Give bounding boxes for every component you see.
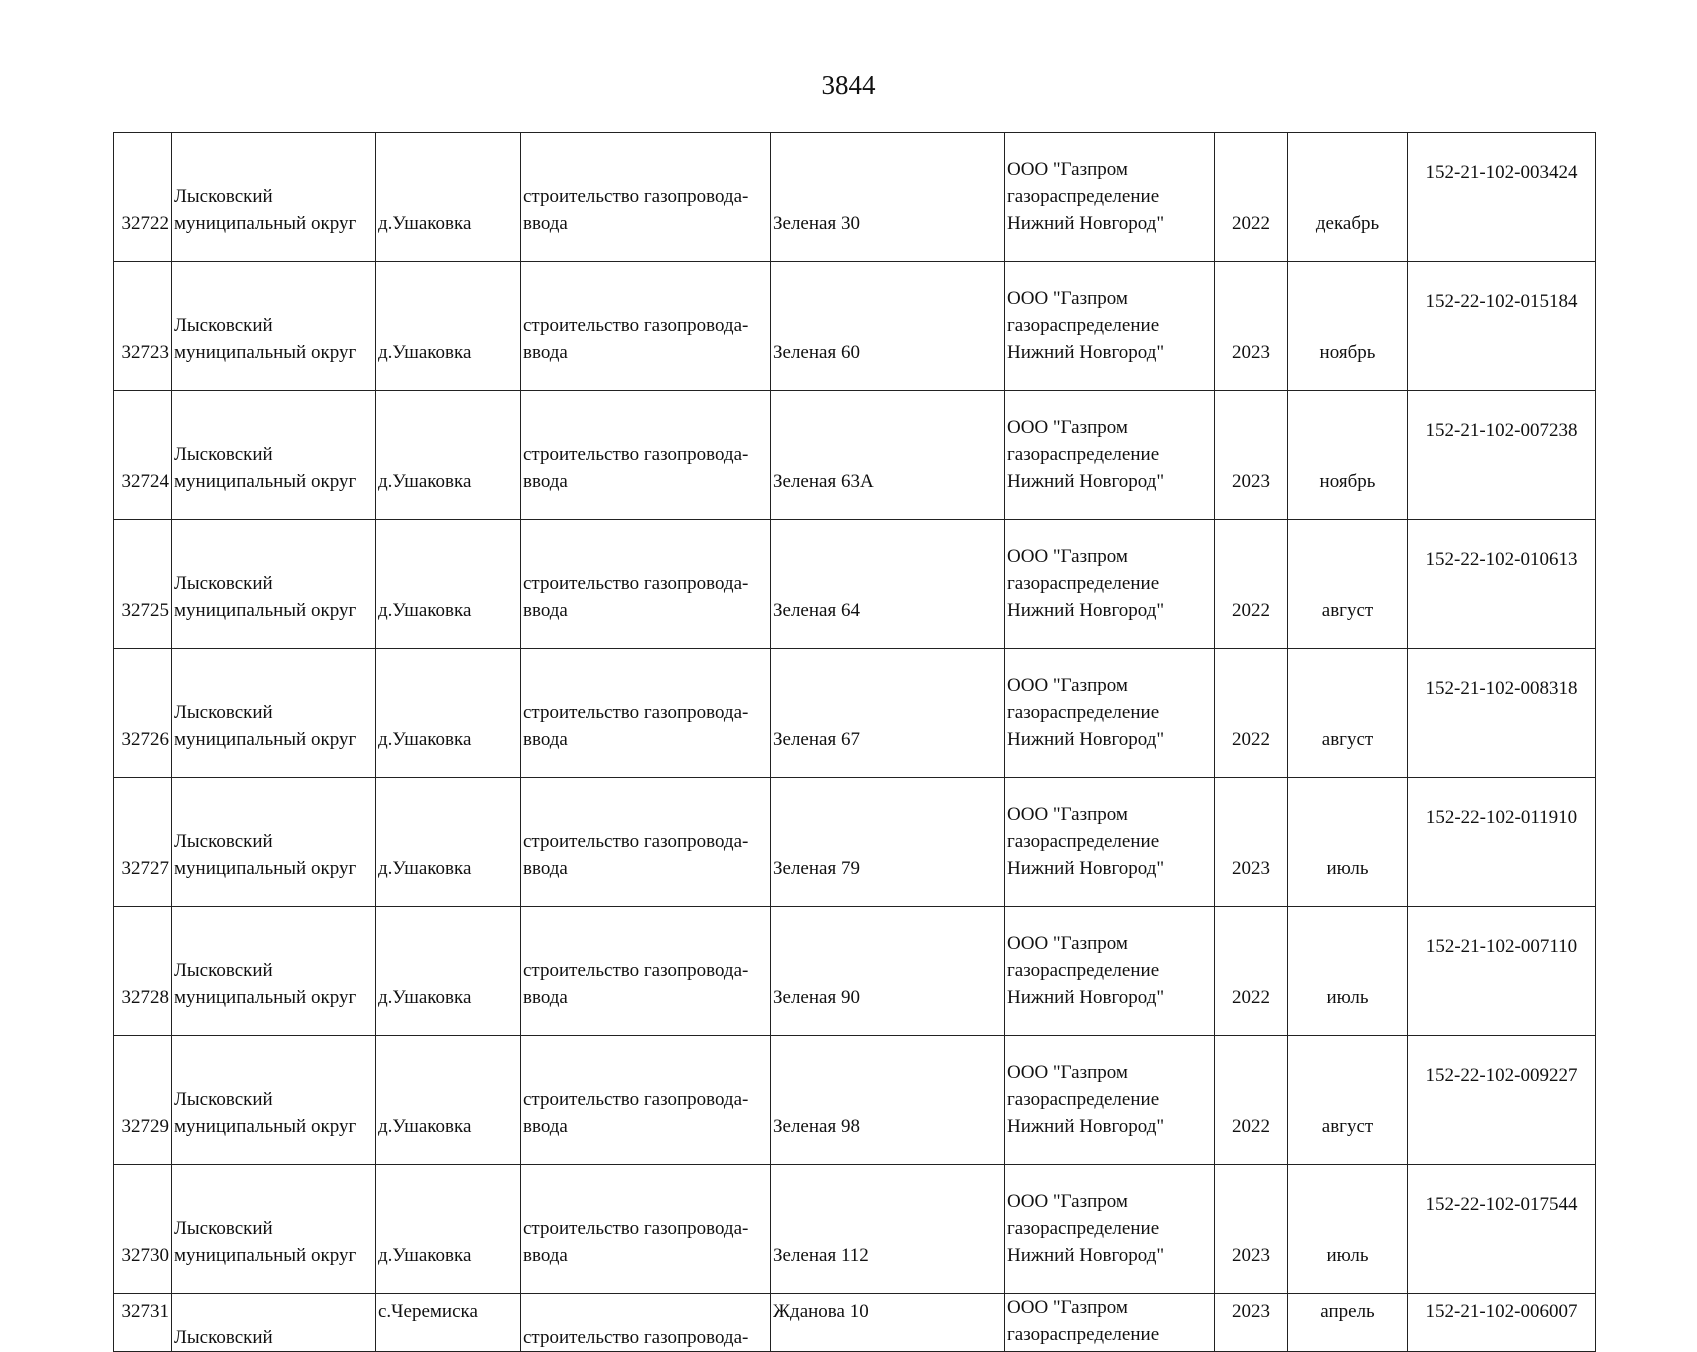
code-cell: 152-22-102-010613 (1408, 520, 1596, 649)
organization-line: Нижний Новгород" (1007, 471, 1165, 492)
organization-line: ООО "Газпром (1007, 546, 1128, 567)
organization-line: Нижний Новгород" (1007, 1116, 1165, 1137)
year-cell: 2023 (1215, 778, 1288, 907)
table-row (114, 907, 1596, 1036)
district-cell (172, 1294, 376, 1352)
organization-line: Нижний Новгород" (1007, 600, 1165, 621)
organization-line: ООО "Газпром (1007, 288, 1128, 309)
year-cell: 2022 (1215, 520, 1288, 649)
address-cell: Зеленая 63А (771, 391, 1005, 520)
work-type-line: строительство газопровода- (523, 186, 749, 207)
code-cell: 152-21-102-003424 (1408, 133, 1596, 262)
year-cell: 2022 (1215, 133, 1288, 262)
work-type-line: строительство газопровода- (523, 315, 749, 336)
district-cell (172, 778, 376, 907)
row-number: 32723 (114, 262, 172, 391)
table-row (114, 1036, 1596, 1165)
organization-cell (1005, 907, 1215, 1036)
code-cell: 152-21-102-008318 (1408, 649, 1596, 778)
district-line: муниципальный округ (174, 1245, 357, 1266)
organization-cell (1005, 1294, 1215, 1352)
organization-line: газораспределение (1007, 186, 1160, 207)
work-type-line: ввода (523, 1245, 568, 1266)
organization-line: ООО "Газпром (1007, 804, 1128, 825)
locality-cell: д.Ушаковка (376, 907, 521, 1036)
organization-line: ООО "Газпром (1007, 933, 1128, 954)
organization-line: газораспределение (1007, 831, 1160, 852)
year-cell: 2022 (1215, 1036, 1288, 1165)
work-type-cell (521, 1036, 771, 1165)
organization-line: газораспределение (1007, 702, 1160, 723)
table-row (114, 262, 1596, 391)
year-cell: 2022 (1215, 649, 1288, 778)
year-cell: 2023 (1215, 1165, 1288, 1294)
table-row (114, 778, 1596, 907)
organization-cell (1005, 1165, 1215, 1294)
organization-line: Нижний Новгород" (1007, 729, 1165, 750)
district-line: муниципальный округ (174, 987, 357, 1008)
table-row (114, 1165, 1596, 1294)
district-cell (172, 649, 376, 778)
locality-cell: д.Ушаковка (376, 1165, 521, 1294)
month-cell: август (1288, 649, 1408, 778)
organization-cell (1005, 1036, 1215, 1165)
organization-line: газораспределение (1007, 573, 1160, 594)
organization-line: Нижний Новгород" (1007, 858, 1165, 879)
organization-line: газораспределение (1007, 1089, 1160, 1110)
organization-line: Нижний Новгород" (1007, 342, 1165, 363)
district-line: муниципальный округ (174, 729, 357, 750)
work-type-line: ввода (523, 858, 568, 879)
organization-line: Нижний Новгород" (1007, 213, 1165, 234)
table-row (114, 391, 1596, 520)
district-line: муниципальный округ (174, 1116, 357, 1137)
district-line: Лысковский (174, 186, 273, 207)
work-type-line: строительство газопровода- (523, 573, 749, 594)
table-row (114, 649, 1596, 778)
district-cell (172, 391, 376, 520)
district-cell (172, 1036, 376, 1165)
district-line: Лысковский (174, 960, 273, 981)
organization-line: Нижний Новгород" (1007, 1245, 1165, 1266)
month-cell: июль (1288, 907, 1408, 1036)
row-number: 32724 (114, 391, 172, 520)
organization-line: газораспределение (1007, 315, 1160, 336)
work-type-cell (521, 262, 771, 391)
organization-line: газораспределение (1007, 1218, 1160, 1239)
table-body (114, 133, 1596, 1352)
organization-line: ООО "Газпром (1007, 675, 1128, 696)
address-cell: Зеленая 98 (771, 1036, 1005, 1165)
work-type-line: строительство газопровода- (523, 960, 749, 981)
table-row (114, 520, 1596, 649)
row-number: 32728 (114, 907, 172, 1036)
locality-cell: д.Ушаковка (376, 649, 521, 778)
code-cell: 152-22-102-011910 (1408, 778, 1596, 907)
work-type-line: строительство газопровода- (523, 444, 749, 465)
address-cell: Жданова 10 (771, 1294, 1005, 1352)
work-type-line: ввода (523, 1116, 568, 1137)
page-number: 3844 (821, 70, 876, 100)
organization-line: газораспределение (1007, 444, 1160, 465)
district-line: Лысковский (174, 831, 273, 852)
organization-line: ООО "Газпром (1007, 1191, 1128, 1212)
organization-line: ООО "Газпром (1007, 1297, 1128, 1318)
organization-cell (1005, 649, 1215, 778)
locality-cell: д.Ушаковка (376, 391, 521, 520)
code-cell: 152-21-102-006007 (1408, 1294, 1596, 1352)
organization-cell (1005, 391, 1215, 520)
locality-cell: д.Ушаковка (376, 262, 521, 391)
gasification-table (113, 132, 1596, 1352)
month-cell: декабрь (1288, 133, 1408, 262)
code-cell: 152-22-102-017544 (1408, 1165, 1596, 1294)
month-cell: ноябрь (1288, 391, 1408, 520)
month-cell: август (1288, 1036, 1408, 1165)
year-cell: 2023 (1215, 1294, 1288, 1352)
work-type-line: строительство газопровода- (523, 1089, 749, 1110)
organization-cell (1005, 778, 1215, 907)
work-type-cell (521, 391, 771, 520)
district-line: Лысковский (174, 702, 273, 723)
row-number: 32730 (114, 1165, 172, 1294)
district-line: Лысковский (174, 573, 273, 594)
month-cell: август (1288, 520, 1408, 649)
row-number: 32729 (114, 1036, 172, 1165)
row-number: 32725 (114, 520, 172, 649)
month-cell: ноябрь (1288, 262, 1408, 391)
table-row (114, 1294, 1596, 1352)
district-line: Лысковский (174, 1218, 273, 1239)
code-cell: 152-22-102-015184 (1408, 262, 1596, 391)
work-type-cell (521, 649, 771, 778)
work-type-line: строительство газопровода- (523, 831, 749, 852)
work-type-cell (521, 1294, 771, 1352)
address-cell: Зеленая 67 (771, 649, 1005, 778)
address-cell: Зеленая 112 (771, 1165, 1005, 1294)
code-cell: 152-21-102-007238 (1408, 391, 1596, 520)
organization-cell (1005, 520, 1215, 649)
district-cell (172, 907, 376, 1036)
year-cell: 2022 (1215, 907, 1288, 1036)
district-cell (172, 133, 376, 262)
organization-cell (1005, 262, 1215, 391)
work-type-line: ввода (523, 471, 568, 492)
address-cell: Зеленая 60 (771, 262, 1005, 391)
district-line: муниципальный округ (174, 342, 357, 363)
district-line: муниципальный округ (174, 600, 357, 621)
district-line: Лысковский (174, 1089, 273, 1110)
month-cell: июль (1288, 1165, 1408, 1294)
organization-line: ООО "Газпром (1007, 1062, 1128, 1083)
district-cell (172, 520, 376, 649)
work-type-line: ввода (523, 213, 568, 234)
district-cell (172, 1165, 376, 1294)
organization-line: ООО "Газпром (1007, 417, 1128, 438)
code-cell: 152-21-102-007110 (1408, 907, 1596, 1036)
address-cell: Зеленая 30 (771, 133, 1005, 262)
work-type-line: ввода (523, 600, 568, 621)
district-line: Лысковский (174, 1327, 273, 1348)
organization-line: газораспределение (1007, 960, 1160, 981)
district-line: муниципальный округ (174, 213, 357, 234)
code-cell: 152-22-102-009227 (1408, 1036, 1596, 1165)
address-cell: Зеленая 64 (771, 520, 1005, 649)
work-type-line: ввода (523, 987, 568, 1008)
work-type-cell (521, 133, 771, 262)
locality-cell: д.Ушаковка (376, 520, 521, 649)
organization-cell (1005, 133, 1215, 262)
row-number: 32731 (114, 1294, 172, 1352)
work-type-line: строительство газопровода- (523, 702, 749, 723)
work-type-cell (521, 907, 771, 1036)
month-cell: июль (1288, 778, 1408, 907)
district-cell (172, 262, 376, 391)
table-row (114, 133, 1596, 262)
district-line: Лысковский (174, 315, 273, 336)
organization-line: газораспределение (1007, 1324, 1160, 1345)
address-cell: Зеленая 79 (771, 778, 1005, 907)
work-type-line: ввода (523, 342, 568, 363)
locality-cell: д.Ушаковка (376, 1036, 521, 1165)
work-type-cell (521, 1165, 771, 1294)
address-cell: Зеленая 90 (771, 907, 1005, 1036)
locality-cell: с.Черемиска (376, 1294, 521, 1352)
locality-cell: д.Ушаковка (376, 133, 521, 262)
year-cell: 2023 (1215, 391, 1288, 520)
work-type-cell (521, 778, 771, 907)
work-type-line: строительство газопровода- (523, 1327, 749, 1348)
district-line: муниципальный округ (174, 858, 357, 879)
row-number: 32727 (114, 778, 172, 907)
work-type-line: ввода (523, 729, 568, 750)
district-line: муниципальный округ (174, 471, 357, 492)
work-type-cell (521, 520, 771, 649)
row-number: 32726 (114, 649, 172, 778)
month-cell: апрель (1288, 1294, 1408, 1352)
year-cell: 2023 (1215, 262, 1288, 391)
locality-cell: д.Ушаковка (376, 778, 521, 907)
work-type-line: строительство газопровода- (523, 1218, 749, 1239)
row-number: 32722 (114, 133, 172, 262)
organization-line: Нижний Новгород" (1007, 987, 1165, 1008)
organization-line: ООО "Газпром (1007, 159, 1128, 180)
district-line: Лысковский (174, 444, 273, 465)
